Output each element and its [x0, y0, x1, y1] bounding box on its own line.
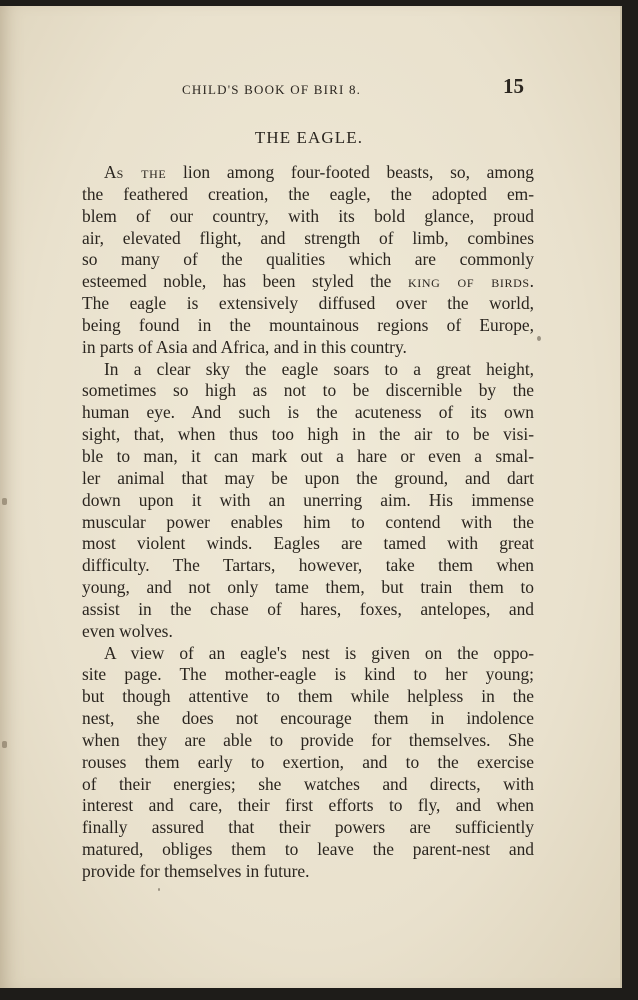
text-line: [82, 271, 534, 293]
text-line: ler animal that may be upon the ground, and dart: [82, 467, 534, 488]
text-run: .: [529, 271, 534, 292]
text-line: being found in the mountainous regions of Europe,: [82, 314, 534, 335]
text-line: so many of the qualities which are commonly: [82, 249, 534, 270]
text-line: finally assured that their powers are sufficiently: [82, 817, 534, 838]
chapter-title: THE EAGLE.: [254, 128, 364, 147]
text-line: sight, that, when thus too high in the air to be visi-: [82, 424, 534, 445]
text-line: ble to man, it can mark out a hare or even a smal-: [82, 445, 534, 466]
ink-speck: [537, 336, 541, 341]
text-line: matured, obliges them to leave the parent-nest and: [82, 839, 534, 860]
ink-speck: [158, 888, 160, 891]
small-caps-run: s the: [116, 162, 167, 182]
page-number: 15: [503, 74, 524, 98]
text-line: most violent winds. Eagles are tamed with great: [82, 533, 534, 554]
text-line: rouses them early to exertion, and to the exercise: [82, 751, 534, 772]
small-caps-run: king of birds: [407, 271, 530, 292]
text-line: of their energies; she watches and directs, with: [82, 773, 534, 794]
text-line: but though attentive to them while helpless in the: [82, 686, 534, 707]
text-line: nest, she does not encourage them in indolence: [82, 708, 534, 729]
text-line: even wolves.: [82, 620, 173, 641]
text-line: muscular power enables him to contend with the: [82, 511, 534, 532]
text-line: down upon it with an unerring aim. His immense: [82, 489, 534, 510]
text-line: The eagle is extensively diffused over the world,: [82, 293, 534, 314]
text-run: A: [104, 162, 117, 182]
text-line: A view of an eagle's nest is given on the oppo-: [104, 642, 534, 663]
text-run: esteemed noble, has been styled the: [82, 271, 408, 292]
binding-mark: [2, 741, 7, 748]
text-line: interest and care, their first efforts to fly, and when: [82, 795, 534, 816]
text-line: air, elevated flight, and strength of limb, combines: [82, 227, 534, 248]
running-head: CHILD'S BOOK OF BIRI 8.: [182, 82, 362, 97]
body-text: [82, 162, 534, 883]
text-line: in parts of Asia and Africa, and in this country.: [82, 336, 407, 357]
text-line: site page. The mother-eagle is kind to her young;: [82, 664, 534, 685]
text-line: [82, 162, 534, 184]
text-line: young, and not only tame them, but train them to: [82, 577, 534, 598]
book-page: [0, 6, 622, 988]
text-line: blem of our country, with its bold glance, proud: [82, 205, 534, 226]
text-line: assist in the chase of hares, foxes, antelopes, and: [82, 598, 534, 619]
text-run: lion among four-footed beasts, so, among: [166, 162, 534, 182]
binding-mark: [2, 498, 7, 505]
text-line: when they are able to provide for themselves. She: [82, 729, 534, 750]
text-line: human eye. And such is the acuteness of its own: [82, 402, 534, 423]
text-line: sometimes so high as not to be discernible by the: [82, 380, 534, 401]
text-line: difficulty. The Tartars, however, take them when: [82, 555, 534, 576]
text-line: the feathered creation, the eagle, the adopted em-: [82, 183, 534, 204]
text-line: In a clear sky the eagle soars to a great height,: [104, 358, 534, 379]
text-line: provide for themselves in future.: [82, 861, 310, 881]
